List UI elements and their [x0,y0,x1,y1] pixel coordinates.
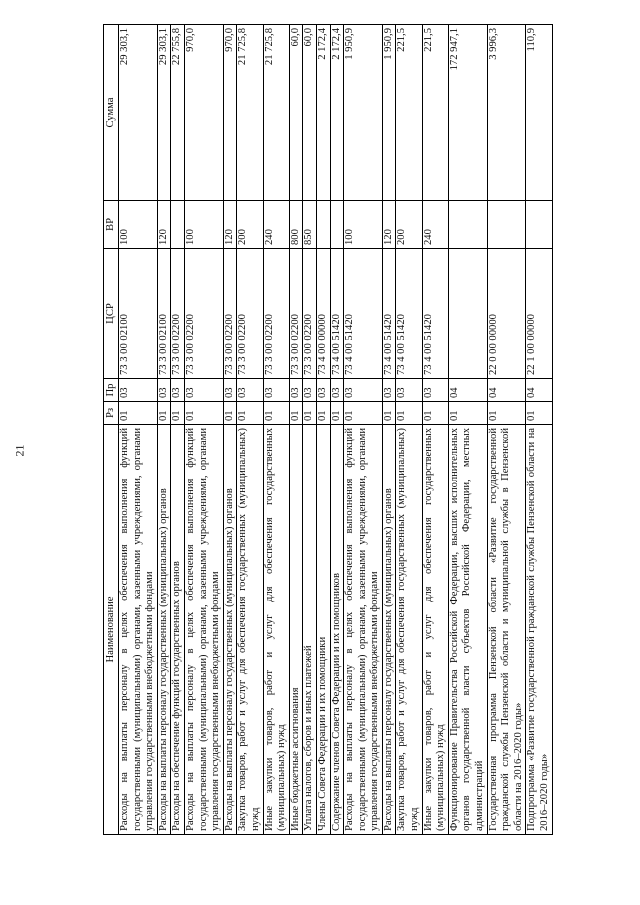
header-rz: Рз [104,402,119,425]
header-pr: Пр [104,379,119,402]
cell-pr: 04 [487,379,526,402]
cell-rz: 01 [526,402,552,425]
header-sum: Сумма [104,25,119,201]
cell-csr: 73 4 00 51420 [396,249,422,379]
cell-pr: 03 [237,379,263,402]
cell-vr: 800 [289,201,303,249]
cell-sum: 221,5 [422,25,448,201]
cell-pr: 03 [344,379,383,402]
table-row [330,25,344,835]
table-row [396,25,422,835]
cell-rz: 01 [396,402,422,425]
header-name: Наименование [104,425,119,835]
cell-vr: 850 [303,201,317,249]
budget-table [103,24,553,835]
cell-sum: 21 725,8 [263,25,289,201]
cell-rz: 01 [157,402,171,425]
cell-name: Расходы на выплаты персоналу государственных (муниципальных) органов [223,425,237,835]
cell-name: Расходы на выплаты персоналу в целях обеспечения выполнения функций государственными (муниципальными) органами, казенными учреждениями, органами управления государственными внебюджетными фондами [184,425,223,835]
cell-name: Закупка товаров, работ и услуг для обеспечения государственных (муниципальных) нужд [237,425,263,835]
table-body [119,25,553,835]
cell-sum: 29 303,1 [157,25,171,201]
cell-csr: 73 4 00 51420 [330,249,344,379]
cell-name: Расходы на выплаты персоналу в целях обеспечения выполнения функций государственными (муниципальными) органами, казенными учреждениями, органами управления государственными внебюджетными фондами [119,425,158,835]
cell-rz: 01 [422,402,448,425]
cell-sum: 29 303,1 [119,25,158,201]
cell-vr: 100 [344,201,383,249]
cell-csr: 73 3 00 02200 [289,249,303,379]
cell-rz: 01 [382,402,396,425]
cell-sum: 221,5 [396,25,422,201]
cell-rz: 01 [448,402,487,425]
cell-rz: 01 [330,402,344,425]
cell-pr: 03 [157,379,171,402]
cell-vr: 120 [382,201,396,249]
cell-sum: 172 947,1 [448,25,487,201]
cell-csr: 73 3 00 02200 [237,249,263,379]
cell-vr [526,201,552,249]
page-number: 21 [12,444,27,457]
table-row [237,25,263,835]
cell-vr: 100 [119,201,158,249]
cell-csr: 73 3 00 02200 [263,249,289,379]
cell-name: Иные закупки товаров, работ и услуг для обеспечения государственных (муниципальных) нужд [263,425,289,835]
cell-rz: 01 [171,402,185,425]
table-row [157,25,171,835]
cell-csr: 73 4 00 51420 [344,249,383,379]
table-row [119,25,158,835]
table-header-row [104,25,119,835]
cell-vr: 120 [157,201,171,249]
cell-name: Уплата налогов, сборов и иных платежей [303,425,317,835]
cell-vr [171,201,185,249]
table-row [526,25,552,835]
cell-rz: 01 [184,402,223,425]
cell-csr: 73 3 00 02200 [184,249,223,379]
cell-csr: 73 4 00 51420 [382,249,396,379]
cell-name: Члены Совета Федерации и их помощники [316,425,330,835]
cell-csr: 73 3 00 02200 [303,249,317,379]
table-row [422,25,448,835]
table-row [289,25,303,835]
cell-rz: 01 [316,402,330,425]
cell-pr: 04 [526,379,552,402]
cell-vr [316,201,330,249]
cell-rz: 01 [487,402,526,425]
cell-pr: 03 [184,379,223,402]
cell-pr: 03 [171,379,185,402]
cell-sum: 970,0 [223,25,237,201]
cell-csr: 73 4 00 51420 [422,249,448,379]
cell-csr: 22 1 00 00000 [526,249,552,379]
table-row [303,25,317,835]
cell-rz: 01 [289,402,303,425]
cell-rz: 01 [263,402,289,425]
cell-pr: 03 [263,379,289,402]
cell-sum: 22 755,8 [171,25,185,201]
cell-pr: 03 [330,379,344,402]
cell-name: Государственная программа Пензенской области «Развитие государственной гражданской службы Пензенской области и муниципальной службы в Пензенской области на 2016–2020 годы» [487,425,526,835]
table-row [448,25,487,835]
cell-name: Функционирование Правительства Российской Федерации, высших исполнительных органов государственной власти субъектов Российской Федерации, местных администраций [448,425,487,835]
cell-vr: 100 [184,201,223,249]
cell-sum: 60,0 [303,25,317,201]
cell-name: Расходы на обеспечение функций государственных органов [171,425,185,835]
cell-sum: 2 172,4 [316,25,330,201]
table-row [223,25,237,835]
cell-pr: 03 [289,379,303,402]
cell-vr: 240 [422,201,448,249]
table-row [316,25,330,835]
cell-vr: 120 [223,201,237,249]
cell-vr [487,201,526,249]
header-csr: ЦСР [104,249,119,379]
table-row [382,25,396,835]
cell-pr: 03 [396,379,422,402]
cell-sum: 110,9 [526,25,552,201]
cell-name: Подпрограмма «Развитие государственной гражданской службы Пензенской области на 2016–2020 годы» [526,425,552,835]
cell-name: Расходы на выплаты персоналу государственных (муниципальных) органов [157,425,171,835]
cell-sum: 21 725,8 [237,25,263,201]
cell-name: Закупка товаров, работ и услуг для обеспечения государственных (муниципальных) нужд [396,425,422,835]
cell-sum: 970,0 [184,25,223,201]
cell-csr: 22 0 00 00000 [487,249,526,379]
cell-name: Иные закупки товаров, работ и услуг для обеспечения государственных (муниципальных) нужд [422,425,448,835]
cell-pr: 04 [448,379,487,402]
cell-rz: 01 [303,402,317,425]
cell-pr: 03 [303,379,317,402]
table-row [344,25,383,835]
cell-rz: 01 [119,402,158,425]
cell-pr: 03 [382,379,396,402]
cell-vr: 240 [263,201,289,249]
cell-vr [330,201,344,249]
cell-pr: 03 [223,379,237,402]
cell-sum: 1 950,9 [382,25,396,201]
cell-name: Содержание членов Совета Федерации и их помощников [330,425,344,835]
cell-vr [448,201,487,249]
table-row [171,25,185,835]
rotated-table-container [103,25,640,835]
cell-csr [448,249,487,379]
cell-pr: 03 [316,379,330,402]
cell-pr: 03 [422,379,448,402]
table-row [487,25,526,835]
table-row [184,25,223,835]
cell-sum: 60,0 [289,25,303,201]
cell-rz: 01 [237,402,263,425]
cell-rz: 01 [344,402,383,425]
cell-vr: 200 [237,201,263,249]
table-row [263,25,289,835]
cell-csr: 73 3 00 02200 [171,249,185,379]
cell-rz: 01 [223,402,237,425]
cell-sum: 3 996,3 [487,25,526,201]
cell-csr: 73 3 00 02100 [157,249,171,379]
cell-sum: 2 172,4 [330,25,344,201]
cell-pr: 03 [119,379,158,402]
cell-vr: 200 [396,201,422,249]
cell-name: Расходы на выплаты персоналу в целях обеспечения выполнения функций государственными (муниципальными) органами, казенными учреждениями, органами управления государственными внебюджетными фондами [344,425,383,835]
cell-sum: 1 950,9 [344,25,383,201]
cell-name: Иные бюджетные ассигнования [289,425,303,835]
cell-name: Расходы на выплаты персоналу государственных (муниципальных) органов [382,425,396,835]
cell-csr: 73 3 00 02200 [223,249,237,379]
cell-csr: 73 4 00 00000 [316,249,330,379]
cell-csr: 73 3 00 02100 [119,249,158,379]
header-vr: ВР [104,201,119,249]
